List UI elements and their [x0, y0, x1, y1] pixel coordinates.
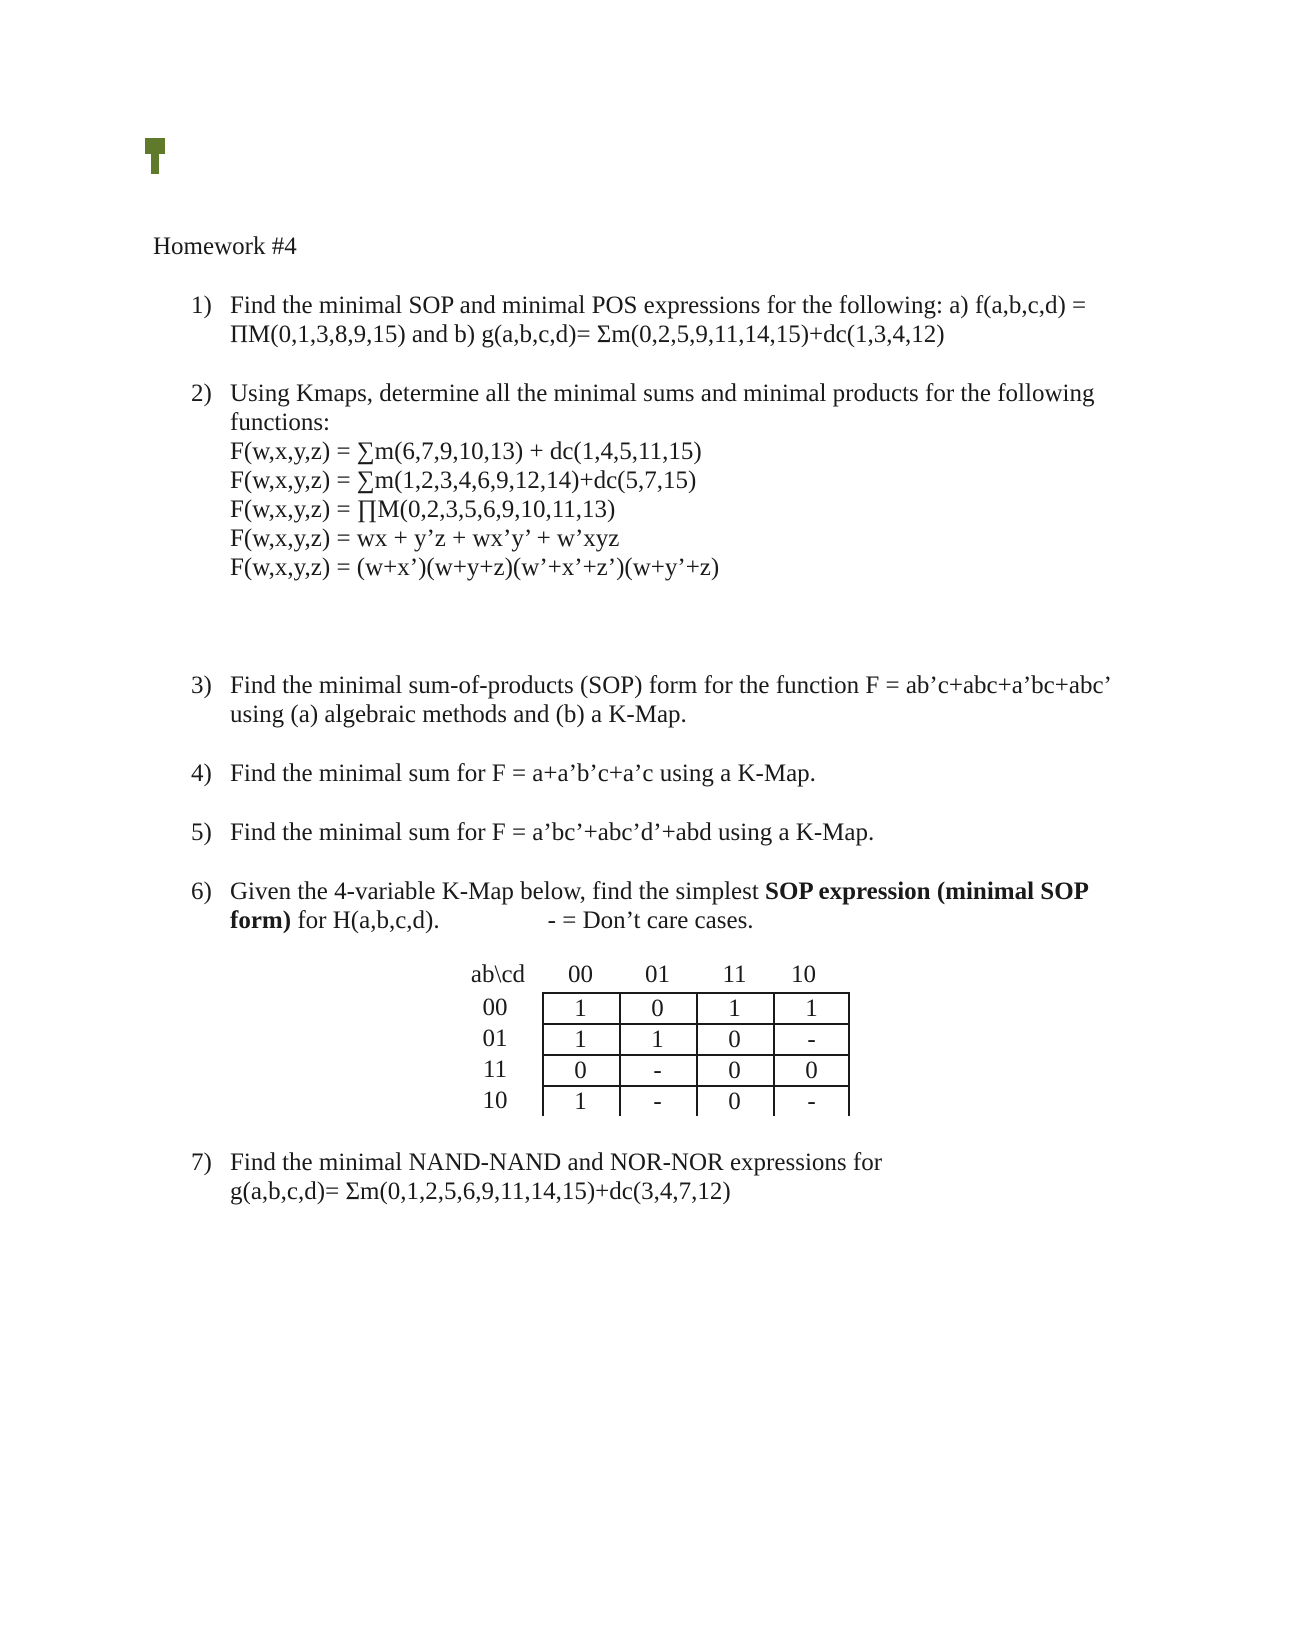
kmap-corner-label: ab\cd	[470, 961, 526, 988]
question-text-bold: form)	[230, 907, 292, 934]
kmap-row-header: 00	[482, 994, 508, 1021]
kmap-cell: 1	[805, 995, 818, 1022]
function-expression: F(w,x,y,z) = ∏M(0,2,3,5,6,9,10,11,13)	[230, 496, 616, 523]
question-number: 2)	[191, 380, 212, 407]
question-text-line: Find the minimal sum for F = a’bc’+abc’d’+abd using a K-Map.	[230, 819, 875, 846]
kmap-col-header: 00	[568, 961, 593, 988]
kmap-cell: -	[807, 1026, 816, 1053]
question-text-line: using (a) algebraic methods and (b) a K-Map.	[230, 701, 687, 728]
question-text-line: Find the minimal SOP and minimal POS expressions for the following: a) f(a,b,c,d) =	[230, 292, 1087, 319]
kmap-cell: 1	[728, 995, 741, 1022]
question-text-line	[230, 877, 1180, 906]
logo-stem	[151, 154, 159, 174]
kmap-grid	[542, 992, 850, 1116]
kmap-row-header: 10	[482, 1087, 508, 1114]
kmap-cell: 0	[651, 995, 664, 1022]
question-text-line: Find the minimal NAND-NAND and NOR-NOR expressions for	[230, 1149, 883, 1176]
kmap-cell: 1	[574, 995, 587, 1022]
page-title: Homework #4	[153, 233, 297, 260]
question-text: Given the 4-variable K-Map below, find the simplest	[230, 878, 766, 905]
question-text-line: g(a,b,c,d)= Σm(0,1,2,5,6,9,11,14,15)+dc(3,4,7,12)	[230, 1178, 731, 1205]
question-text-line: ΠM(0,1,3,8,9,15) and b) g(a,b,c,d)= Σm(0,2,5,9,11,14,15)+dc(1,3,4,12)	[230, 321, 945, 348]
question-number: 7)	[191, 1149, 212, 1176]
function-expression: F(w,x,y,z) = ∑m(1,2,3,4,6,9,12,14)+dc(5,7,15)	[230, 467, 697, 494]
kmap-col-header: 11	[722, 961, 747, 988]
kmap-cell: -	[807, 1088, 816, 1115]
question-text-bold: SOP expression (minimal SOP	[765, 878, 1089, 905]
logo-cap	[145, 138, 165, 154]
question-number: 1)	[191, 292, 212, 319]
question-number: 3)	[191, 672, 212, 699]
kmap-cell: 0	[728, 1026, 741, 1053]
question-number: 4)	[191, 760, 212, 787]
question-number: 6)	[191, 878, 212, 905]
question-text-line: Find the minimal sum-of-products (SOP) form for the function F = ab’c+abc+a’bc+abc’	[230, 672, 1112, 699]
function-expression: F(w,x,y,z) = wx + y’z + wx’y’ + w’xyz	[230, 525, 620, 552]
function-expression: F(w,x,y,z) = (w+x’)(w+y+z)(w’+x’+z’)(w+y’+z)	[230, 554, 720, 581]
kmap-col-header: 01	[645, 961, 670, 988]
logo-mark-icon	[145, 138, 165, 174]
kmap-col-header: 10	[791, 961, 816, 988]
dont-care-note: - = Don’t care cases.	[547, 907, 754, 934]
kmap-row-header: 01	[482, 1025, 508, 1052]
question-text-line: functions:	[230, 409, 330, 436]
kmap-row-header: 11	[482, 1056, 508, 1083]
question-text-line: Using Kmaps, determine all the minimal sums and minimal products for the following	[230, 380, 1095, 407]
kmap-cell: 0	[574, 1057, 587, 1084]
kmap-cell: 0	[805, 1057, 818, 1084]
kmap-cell: 1	[651, 1026, 664, 1053]
kmap-table	[460, 960, 860, 1120]
kmap-cell: 1	[574, 1026, 587, 1053]
kmap-cell: 0	[728, 1088, 741, 1115]
kmap-cell: 1	[574, 1088, 587, 1115]
kmap-cell: 0	[728, 1057, 741, 1084]
kmap-cell: -	[653, 1088, 662, 1115]
question-text-line	[230, 906, 1180, 935]
question-number: 5)	[191, 819, 212, 846]
question-text-line: Find the minimal sum for F = a+a’b’c+a’c using a K-Map.	[230, 760, 816, 787]
kmap-cell: -	[653, 1057, 662, 1084]
question-text: for H(a,b,c,d).	[291, 907, 440, 934]
function-expression: F(w,x,y,z) = ∑m(6,7,9,10,13) + dc(1,4,5,11,15)	[230, 438, 702, 465]
